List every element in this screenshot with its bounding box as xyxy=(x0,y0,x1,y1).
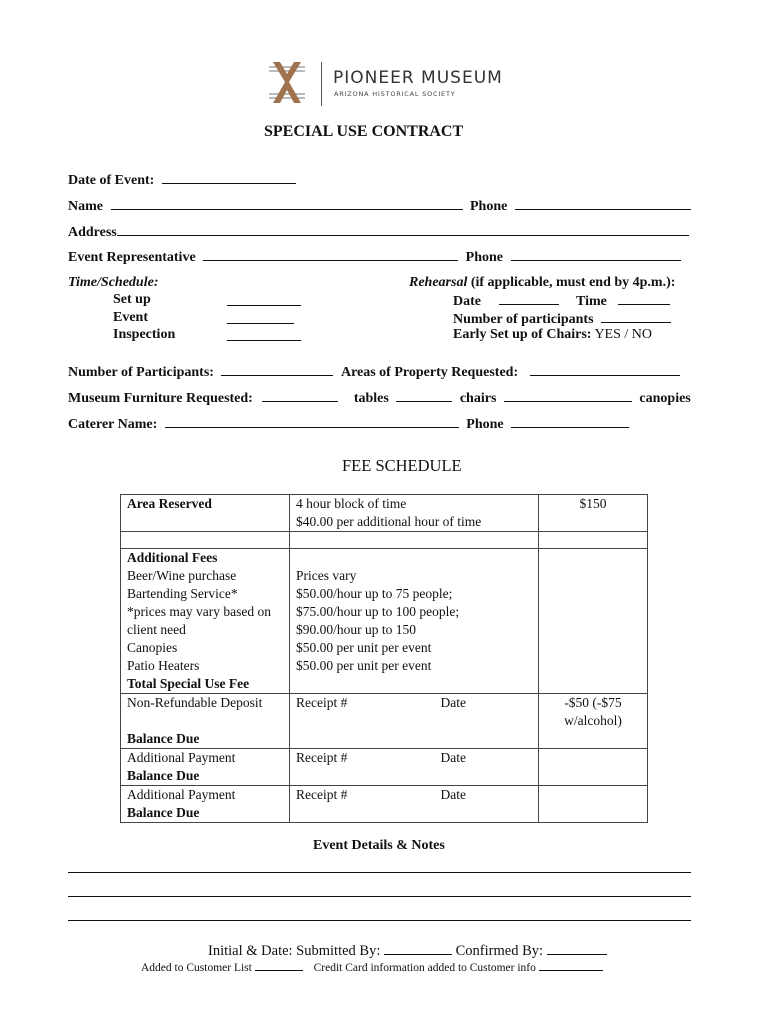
empty-cell xyxy=(539,532,648,549)
non-refundable-deposit-label: Non-Refundable Deposit xyxy=(127,695,263,710)
time-schedule-label: Time/Schedule xyxy=(68,275,154,290)
fee-schedule-heading: FEE SCHEDULE xyxy=(342,456,462,475)
additional-payment-cell xyxy=(121,786,290,823)
table-row xyxy=(121,495,648,532)
block-text: 4 hour block of time xyxy=(296,496,407,511)
rehearsal-date-row xyxy=(453,292,670,310)
address-field[interactable] xyxy=(117,223,689,236)
confirmed-by-field[interactable] xyxy=(547,942,607,955)
table-row xyxy=(121,749,648,786)
deposit-amount-line2: w/alcohol) xyxy=(564,713,622,728)
additional-payment-label: Additional Payment xyxy=(127,787,236,802)
areas-field[interactable] xyxy=(530,363,680,376)
canopies-fee-label: Canopies xyxy=(127,640,178,655)
credit-card-field[interactable] xyxy=(539,960,603,971)
representative-phone-field[interactable] xyxy=(511,248,681,261)
receipt-label: Receipt # xyxy=(296,750,348,765)
date-of-event-field[interactable] xyxy=(162,171,296,184)
bartending-rate-2: $75.00/hour up to 100 people; xyxy=(296,604,460,619)
caterer-row xyxy=(68,415,629,433)
rehearsal-participants-label: Number of participants xyxy=(453,312,594,327)
empty-cell xyxy=(539,749,648,786)
prices-vary-text: Prices vary xyxy=(296,568,357,583)
chairs-field[interactable] xyxy=(504,389,632,402)
receipt-date-label: Date xyxy=(440,750,466,765)
table-row xyxy=(121,532,648,549)
early-setup-label: Early Set up of Chairs: xyxy=(453,327,592,342)
receipt-label: Receipt # xyxy=(296,787,348,802)
beer-wine-label: Beer/Wine purchase xyxy=(127,568,237,583)
empty-cell xyxy=(121,532,290,549)
deposit-amount-cell xyxy=(539,694,648,749)
participants-row xyxy=(68,363,680,381)
name-row xyxy=(68,197,691,215)
deposit-cell xyxy=(121,694,290,749)
block-price: $150 xyxy=(579,496,607,511)
prices-note-line2: client need xyxy=(127,622,186,637)
additional-fees-label: Additional Fees xyxy=(127,550,218,565)
furniture-label: Museum Furniture Requested: xyxy=(68,391,253,406)
area-reserved-label: Area Reserved xyxy=(127,496,212,511)
rehearsal-participants-field[interactable] xyxy=(601,310,671,323)
canopies-rate: $50.00 per unit per event xyxy=(296,640,432,655)
area-reserved-cell xyxy=(121,495,290,532)
page-title: SPECIAL USE CONTRACT xyxy=(264,123,464,140)
block-price-cell xyxy=(539,495,648,532)
added-customer-label: Added to Customer List xyxy=(141,962,252,974)
event-label: Event xyxy=(113,310,148,325)
rehearsal-note: (if applicable, must end by 4p.m.): xyxy=(470,275,676,290)
rehearsal-label: Rehearsal xyxy=(409,275,468,290)
date-of-event-row xyxy=(68,171,296,189)
rehearsal-date-label: Date xyxy=(453,294,481,309)
pioneer-museum-logo-icon xyxy=(265,60,309,106)
balance-due-label: Balance Due xyxy=(127,731,200,746)
additional-fees-cell xyxy=(121,549,290,694)
table-row xyxy=(121,549,648,694)
address-row xyxy=(68,223,689,241)
tables-field[interactable] xyxy=(396,389,452,402)
participants-field[interactable] xyxy=(221,363,333,376)
deposit-amount-line1: -$50 (-$75 xyxy=(564,695,622,710)
canopies-label: canopies xyxy=(639,391,691,406)
receipt-label: Receipt # xyxy=(296,695,348,710)
logo-name: PIONEER MUSEUM xyxy=(333,68,503,88)
bartending-label: Bartending Service* xyxy=(127,586,238,601)
additional-payment-label: Additional Payment xyxy=(127,750,236,765)
logo-divider xyxy=(321,62,322,106)
notes-line-1[interactable] xyxy=(68,872,691,873)
credit-card-label: Credit Card information added to Customer info xyxy=(313,962,536,974)
inspection-field[interactable] xyxy=(227,328,301,341)
notes-line-2[interactable] xyxy=(68,896,691,897)
deposit-receipt-cell xyxy=(290,694,539,749)
representative-phone-label: Phone xyxy=(465,250,504,265)
address-label: Address xyxy=(68,225,117,240)
table-row xyxy=(121,786,648,823)
phone-label: Phone xyxy=(470,199,508,214)
furniture-field[interactable] xyxy=(262,389,338,402)
empty-cell xyxy=(539,786,648,823)
early-setup-options[interactable]: YES / NO xyxy=(594,327,652,342)
time-schedule-heading: Time/Schedule: xyxy=(68,275,159,290)
patio-heaters-label: Patio Heaters xyxy=(127,658,200,673)
rehearsal-time-field[interactable] xyxy=(618,292,670,305)
balance-due-label: Balance Due xyxy=(127,805,200,820)
tables-label: tables xyxy=(353,391,389,406)
confirmed-by-label: Confirmed By: xyxy=(455,943,544,959)
additional-fees-values-cell xyxy=(290,549,539,694)
bartending-rate-3: $90.00/hour up to 150 xyxy=(296,622,416,637)
name-field[interactable] xyxy=(111,197,463,210)
caterer-label: Caterer Name: xyxy=(68,417,158,432)
event-representative-row xyxy=(68,248,681,266)
chairs-label: chairs xyxy=(459,391,497,406)
additional-payment-cell xyxy=(121,749,290,786)
additional-payment-receipt-cell xyxy=(290,786,539,823)
phone-field[interactable] xyxy=(515,197,691,210)
caterer-field[interactable] xyxy=(165,415,459,428)
furniture-row xyxy=(68,389,691,407)
empty-cell xyxy=(290,532,539,549)
logo-subtitle: ARIZONA HISTORICAL SOCIETY xyxy=(334,90,456,98)
footer-submitted-row xyxy=(208,942,607,960)
receipt-date-label: Date xyxy=(440,787,466,802)
total-fee-label: Total Special Use Fee xyxy=(127,676,250,691)
rehearsal-date-field[interactable] xyxy=(499,292,559,305)
event-representative-field[interactable] xyxy=(203,248,458,261)
additional-hour-text: $40.00 per additional hour of time xyxy=(296,514,482,529)
block-cell xyxy=(290,495,539,532)
areas-label: Areas of Property Requested: xyxy=(340,365,519,380)
footer-customer-row xyxy=(141,960,603,974)
prices-note-line1: *prices may vary based on xyxy=(127,604,271,619)
set-up-label: Set up xyxy=(113,292,151,307)
event-representative-label: Event Representative xyxy=(68,250,196,265)
rehearsal-participants-row xyxy=(453,310,671,328)
added-customer-field[interactable] xyxy=(255,960,303,971)
notes-line-3[interactable] xyxy=(68,920,691,921)
name-label: Name xyxy=(68,199,103,214)
fee-schedule-table xyxy=(120,494,648,823)
participants-label: Number of Participants: xyxy=(68,365,214,380)
event-details-heading: Event Details & Notes xyxy=(313,838,445,853)
balance-due-label: Balance Due xyxy=(127,768,200,783)
initial-date-label: Initial & Date: Submitted By: xyxy=(208,943,381,959)
rehearsal-time-label: Time xyxy=(576,294,607,309)
submitted-by-field[interactable] xyxy=(384,942,452,955)
caterer-phone-field[interactable] xyxy=(511,415,629,428)
date-of-event-label: Date of Event: xyxy=(68,173,155,188)
rehearsal-heading xyxy=(409,275,675,291)
early-setup-row xyxy=(453,327,652,343)
receipt-date-label: Date xyxy=(440,695,466,710)
set-up-field[interactable] xyxy=(227,293,301,306)
additional-payment-receipt-cell xyxy=(290,749,539,786)
bartending-rate-1: $50.00/hour up to 75 people; xyxy=(296,586,453,601)
inspection-label: Inspection xyxy=(113,327,176,342)
caterer-phone-label: Phone xyxy=(466,417,504,432)
event-time-field[interactable] xyxy=(227,311,294,324)
table-row xyxy=(121,694,648,749)
patio-heaters-rate: $50.00 per unit per event xyxy=(296,658,432,673)
empty-cell xyxy=(539,549,648,694)
